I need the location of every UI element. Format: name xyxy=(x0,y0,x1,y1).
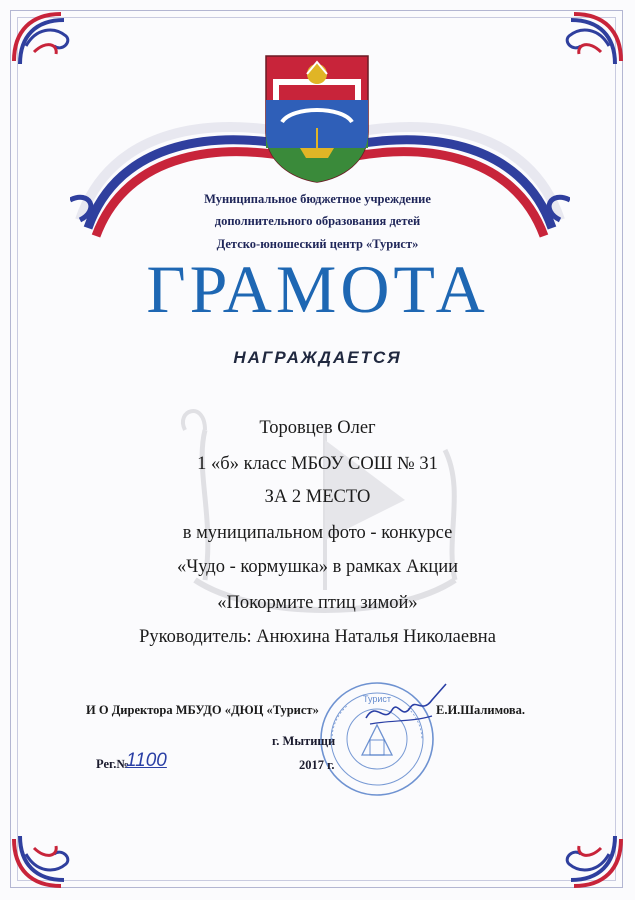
registration-label: Рег.№ xyxy=(96,757,129,771)
city: г. Мытищи xyxy=(272,734,336,748)
award-place: ЗА 2 МЕСТО xyxy=(264,487,371,507)
contest-line: в муниципальном фото - конкурсе xyxy=(182,523,453,543)
coat-of-arms-icon xyxy=(262,52,372,184)
organization-line-2: дополнительного образования детей xyxy=(214,214,421,228)
corner-ornament-icon xyxy=(534,799,629,894)
svg-text:Турист: Турист xyxy=(362,694,392,704)
supervisor-line: Руководитель: Анюхина Наталья Николаевна xyxy=(139,627,496,647)
awarded-subtitle: НАГРАЖДАЕТСЯ xyxy=(233,348,402,367)
campaign-line: «Покормите птиц зимой» xyxy=(217,593,418,613)
signatory-name: Е.И.Шалимова. xyxy=(436,703,526,717)
corner-ornament-icon xyxy=(6,799,101,894)
awardee-name: Торовцев Олег xyxy=(259,418,376,438)
awardee-class: 1 «б» класс МБОУ СОШ № 31 xyxy=(197,454,438,474)
organization-line-3: Детско-юношеский центр «Турист» xyxy=(216,237,419,251)
year: 2017 г. xyxy=(299,758,335,772)
certificate-title: ГРАМОТА xyxy=(146,251,489,327)
organization-line-1: Муниципальное бюджетное учреждение xyxy=(204,192,431,206)
registration-number: 1100 xyxy=(126,750,167,771)
contest-title-line: «Чудо - кормушка» в рамках Акции xyxy=(176,557,459,577)
signatory-position: И О Директора МБУДО «ДЮЦ «Турист» xyxy=(86,703,319,717)
